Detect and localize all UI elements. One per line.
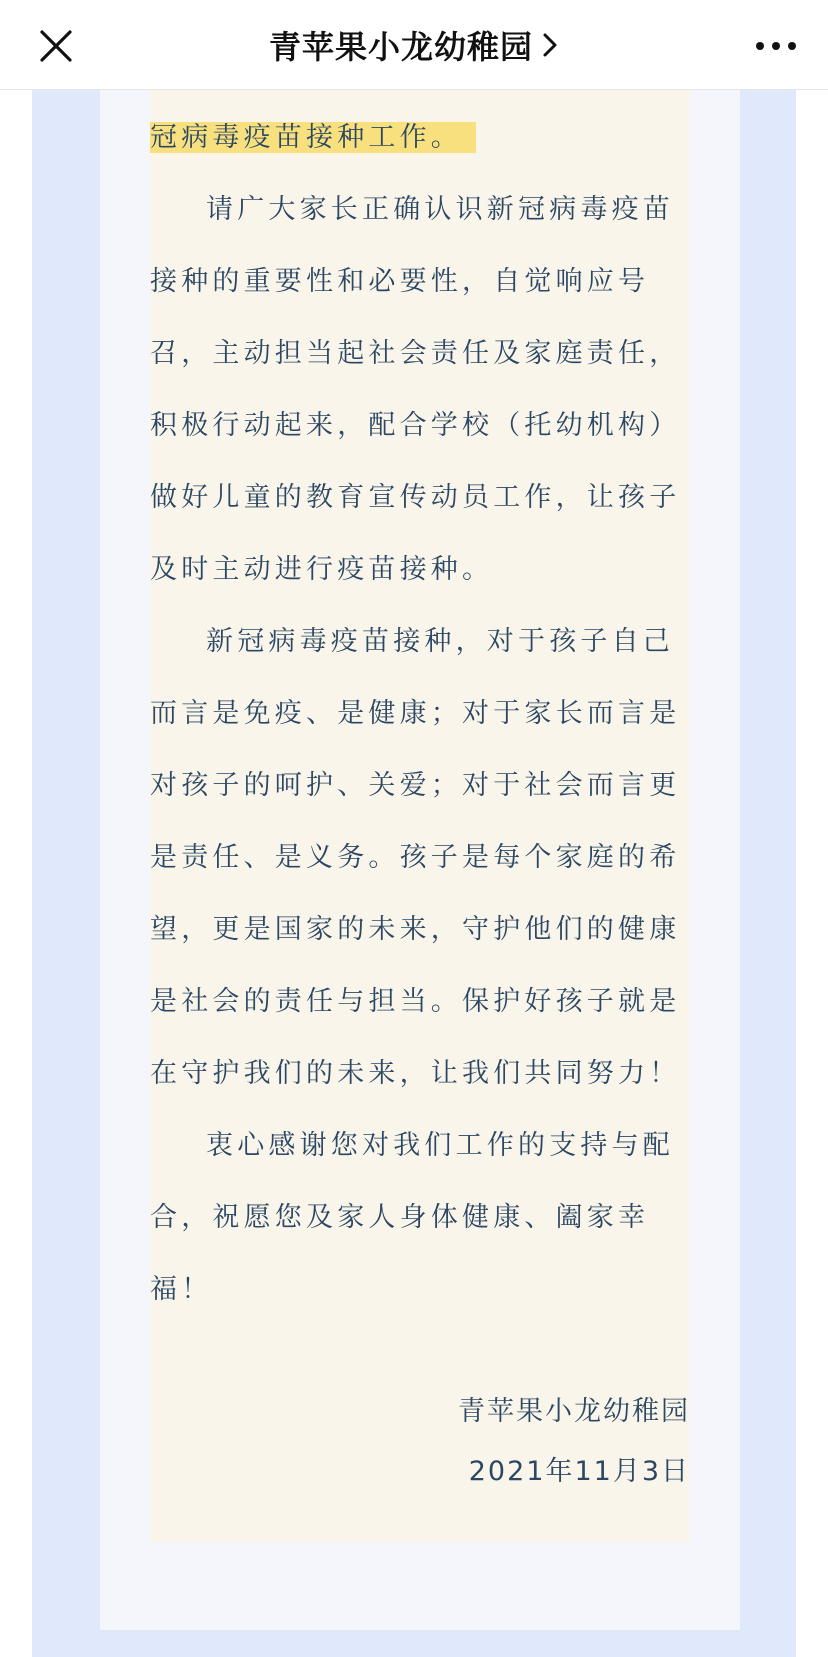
chevron-right-icon: [541, 31, 559, 59]
highlighted-text: 冠病毒疫苗接种工作。: [150, 122, 476, 153]
article-body: [150, 102, 690, 1500]
paragraph-1: 请广大家长正确认识新冠病毒疫苗接种的重要性和必要性，自觉响应号召，主动担当起社会责任及家庭责任，积极行动起来，配合学校（托幼机构）做好儿童的教育宣传动员工作，让孩子及时主动进行疫苗接种。: [150, 194, 681, 585]
paragraph-3: 衷心感谢您对我们工作的支持与配合，祝愿您及家人身体健康、阖家幸福！: [150, 1130, 674, 1305]
more-horizontal-icon[interactable]: [754, 32, 798, 60]
account-title-link[interactable]: [0, 0, 828, 90]
page-title: 青苹果小龙幼稚园: [268, 28, 533, 66]
paragraph-2: 新冠病毒疫苗接种，对于孩子自己而言是免疫、是健康；对于家长而言是对孩子的呵护、关爱；对于社会而言更是责任、是义务。孩子是每个家庭的希望，更是国家的未来，守护他们的健康是社会的责任与担当。保护好孩子就是在守护我们的未来，让我们共同努力！: [150, 626, 681, 1089]
signature-spacer: [150, 1326, 690, 1384]
signature: 青苹果小龙幼稚园: [458, 1396, 690, 1427]
highlight-line: [150, 102, 690, 174]
top-navigation-bar: [0, 0, 828, 90]
signature-date: 2021年11月3日: [468, 1456, 690, 1487]
